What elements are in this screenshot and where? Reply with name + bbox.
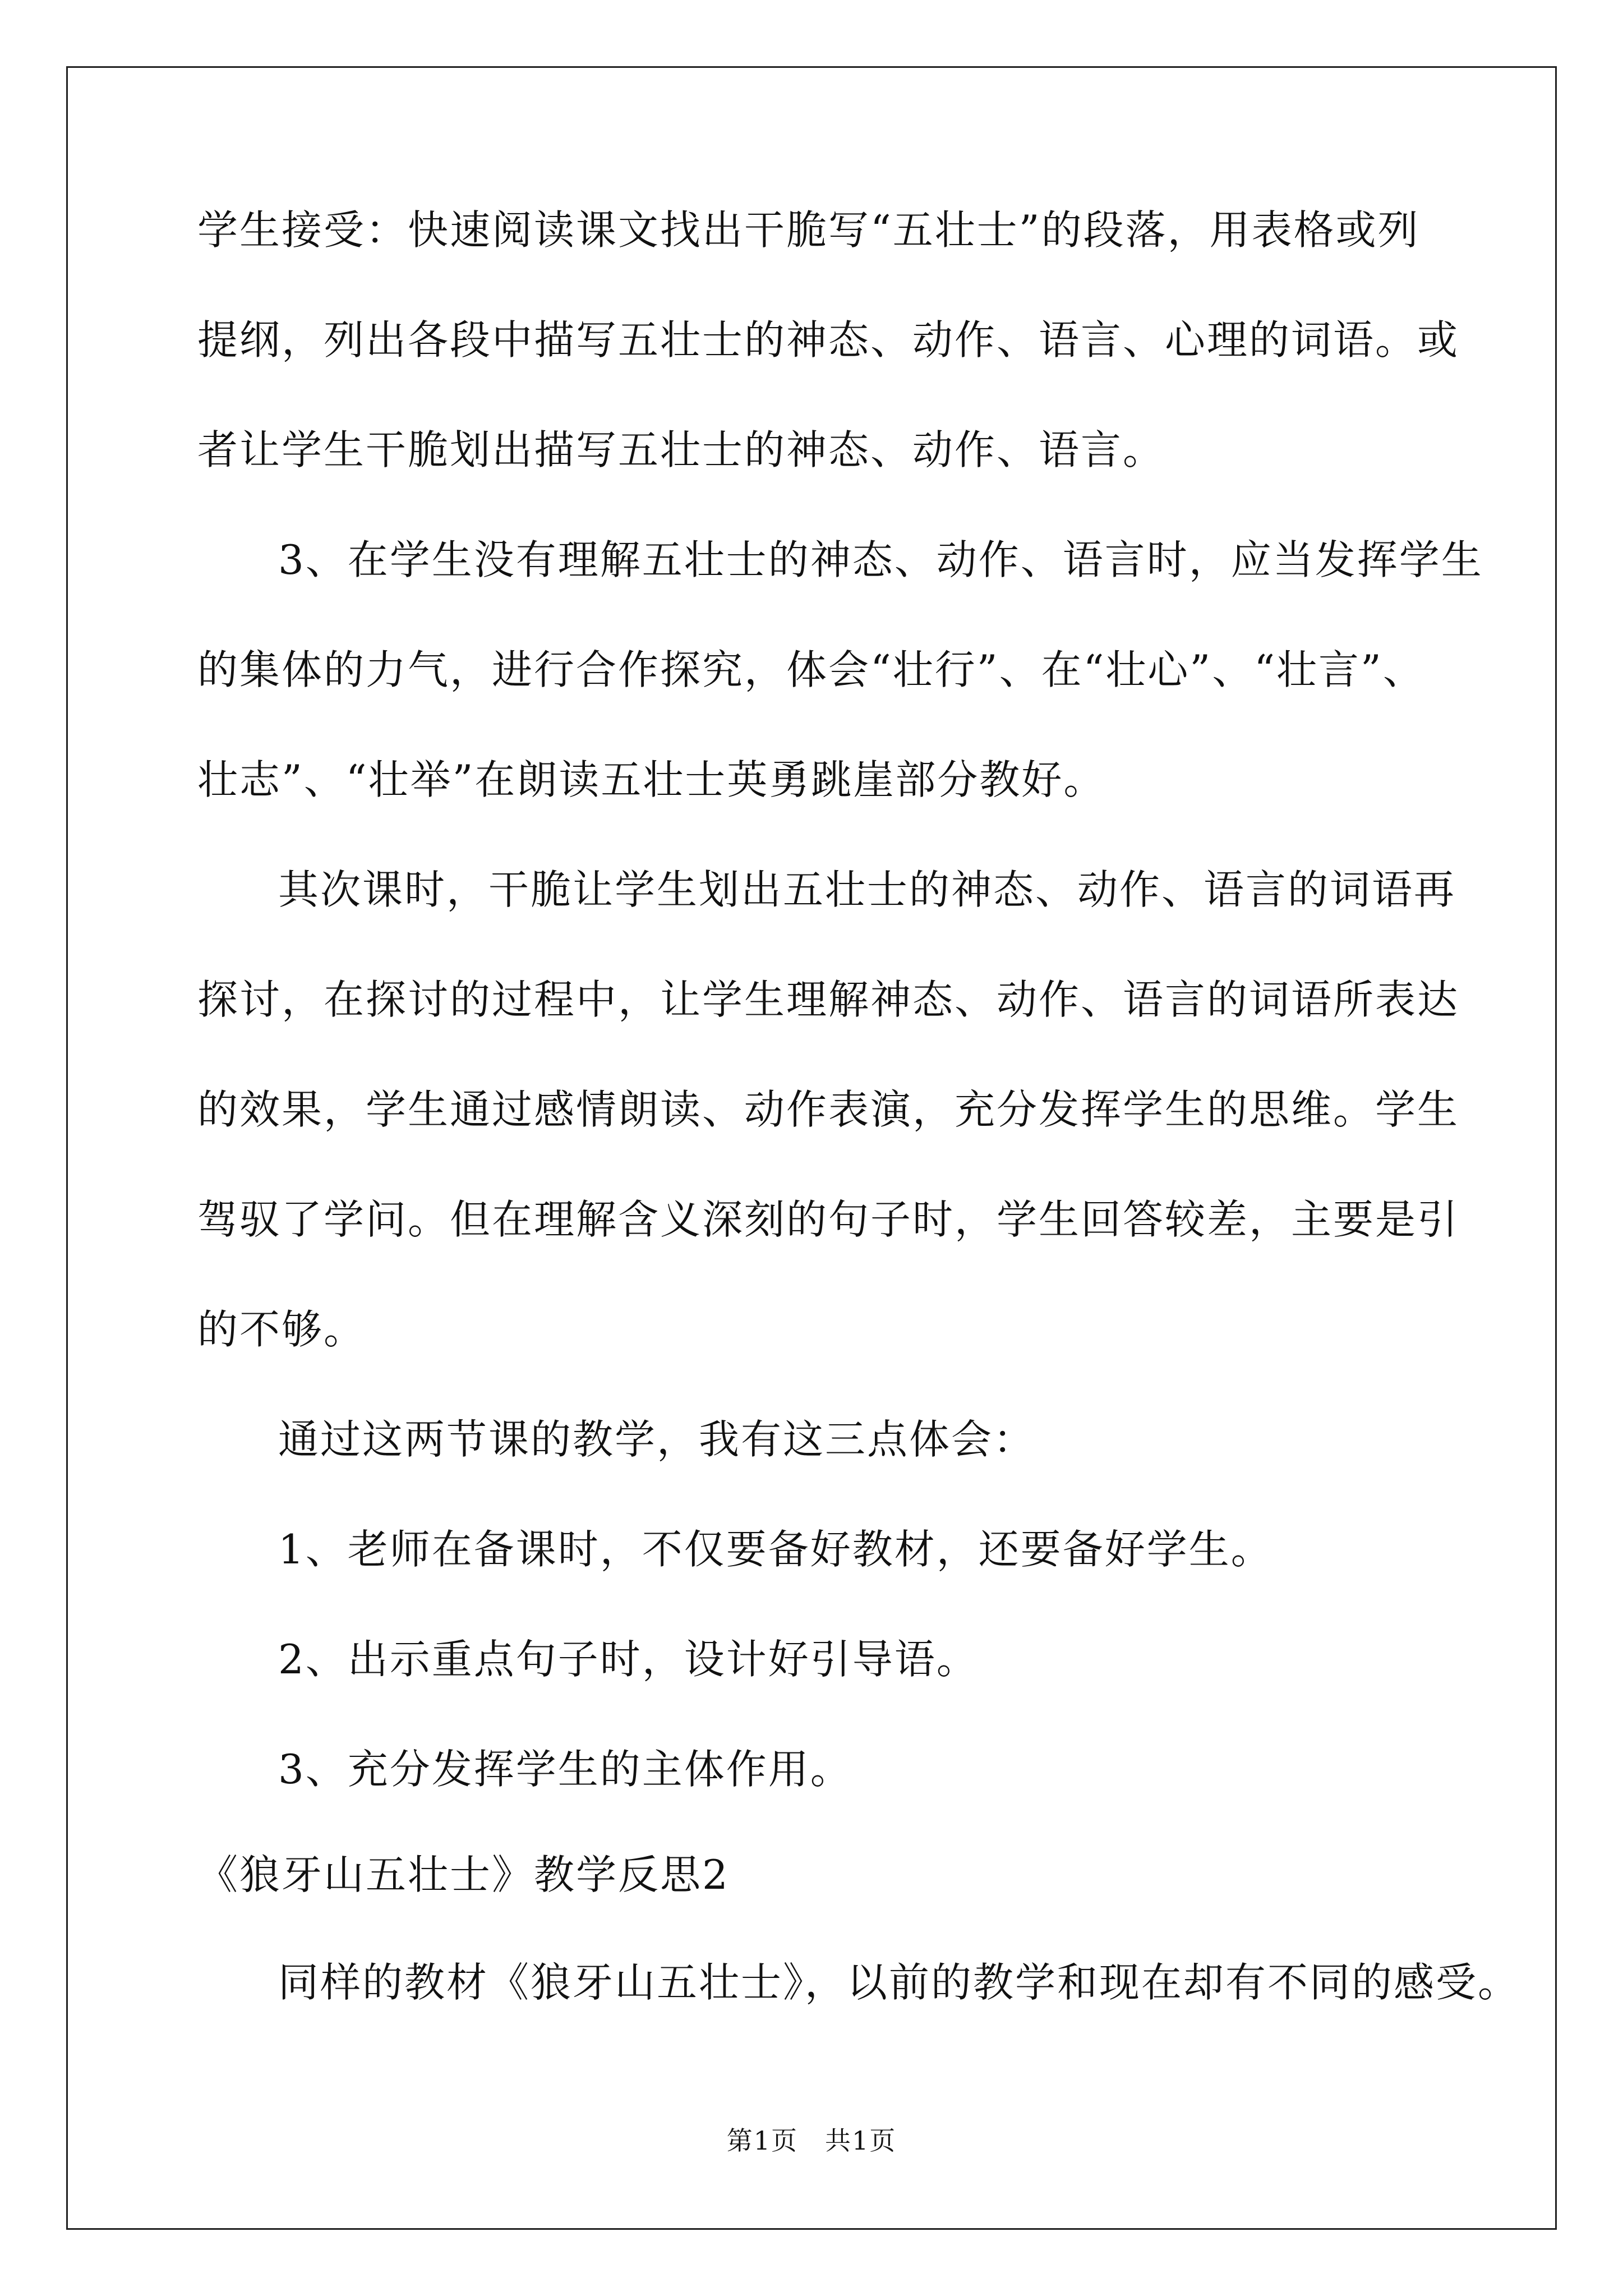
- paragraph-line: 3、在学生没有理解五壮士的神态、动作、语言时，应当发挥学生: [278, 536, 1483, 583]
- paragraph-line: 同样的教材《狼牙山五壮士》，以前的教学和现在却有不同的感受。: [278, 1959, 1520, 2006]
- page-border: [66, 66, 1557, 2230]
- paragraph-line: 壮志”、“壮举”在朗读五壮士英勇跳崖部分教好。: [197, 756, 1106, 803]
- paragraph-line: 的效果，学生通过感情朗读、动作表演，充分发挥学生的思维。学生: [197, 1086, 1460, 1133]
- paragraph-line: 的集体的力气，进行合作探究，体会“壮行”、在“壮心”、“壮言”、: [197, 646, 1425, 693]
- paragraph-line: 提纲，列出各段中描写五壮士的神态、动作、语言、心理的词语。或: [197, 316, 1460, 364]
- paragraph-line: 探讨，在探讨的过程中，让学生理解神态、动作、语言的词语所表达: [197, 976, 1460, 1023]
- paragraph-line: 学生接受：快速阅读课文找出干脆写“五壮士”的段落，用表格或列: [197, 206, 1420, 254]
- page-number-footer: 第1页 共1页: [726, 2125, 897, 2156]
- list-item: 1、老师在备课时，不仅要备好教材，还要备好学生。: [278, 1526, 1273, 1573]
- paragraph-line: 驾驭了学问。但在理解含义深刻的句子时，学生回答较差，主要是引: [197, 1196, 1460, 1243]
- paragraph-line: 通过这两节课的教学，我有这三点体会：: [278, 1416, 1036, 1463]
- list-item: 2、出示重点句子时，设计好引导语。: [278, 1636, 979, 1683]
- paragraph-line: 的不够。: [197, 1306, 366, 1353]
- paragraph-line: 者让学生干脆划出描写五壮士的神态、动作、语言。: [197, 426, 1165, 473]
- section-heading: 《狼牙山五壮士》教学反思2: [197, 1851, 730, 1898]
- list-item: 3、充分发挥学生的主体作用。: [278, 1746, 852, 1793]
- paragraph-line: 其次课时，干脆让学生划出五壮士的神态、动作、语言的词语再: [278, 866, 1456, 913]
